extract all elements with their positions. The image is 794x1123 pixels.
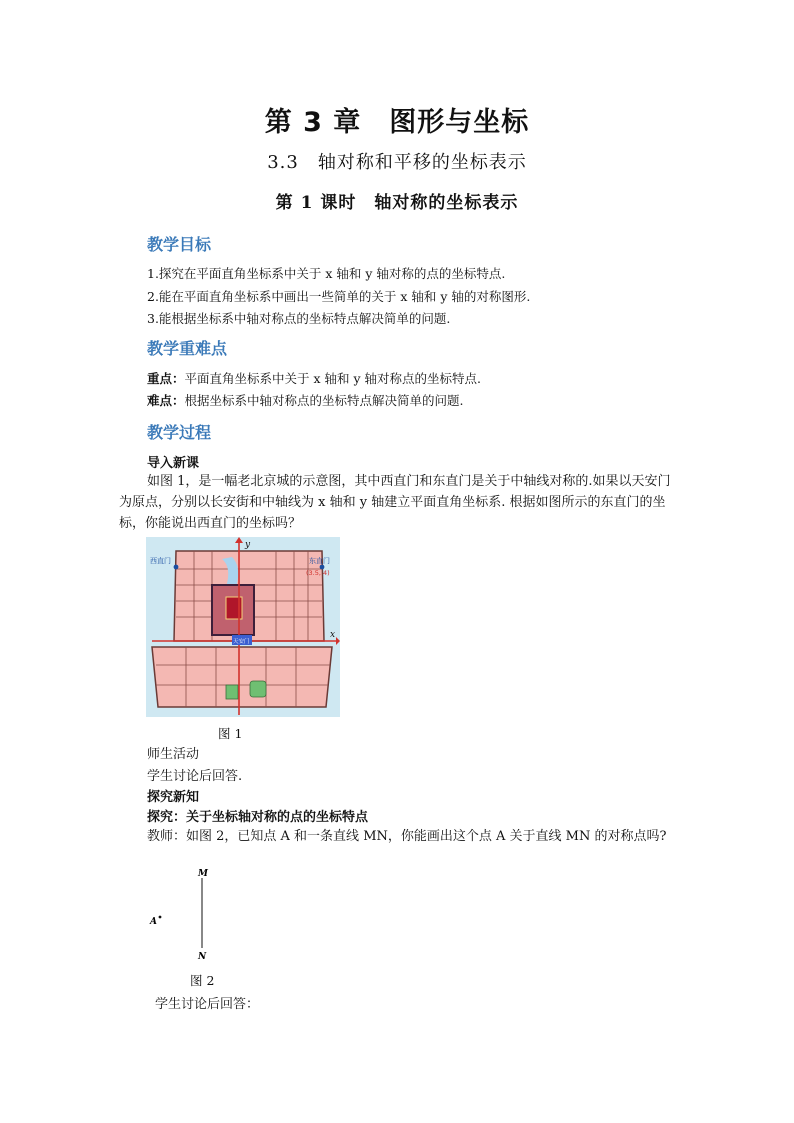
point-a-label: A: [150, 917, 157, 927]
x-axis-label: x: [330, 630, 336, 640]
difficulty-text: 根据坐标系中轴对称点的坐标特点解决简单的问题.: [184, 393, 464, 408]
goal-item-1: 1.探究在平面直角坐标系中关于 x 轴和 y 轴对称的点的坐标特点.: [147, 266, 506, 281]
y-axis-label: y: [245, 540, 251, 550]
point-n-label: N: [198, 952, 207, 962]
west-gate-label: 西直门: [150, 557, 171, 565]
student-answer-2: 学生讨论后回答：: [155, 997, 260, 1012]
explore-heading: 探究新知: [147, 790, 200, 805]
east-gate-coordinate: (3.5, 4): [306, 569, 330, 577]
activity-label: 师生活动: [147, 747, 200, 762]
tiananmen-label: 天安门: [233, 639, 250, 645]
symmetry-figure: [145, 862, 225, 967]
beijing-map-figure: [146, 537, 340, 717]
key-points-heading: 教学重难点: [147, 339, 228, 358]
key-point-label: 重点：: [147, 371, 185, 386]
chapter-title: 第 3 章 图形与坐标: [264, 107, 530, 138]
process-heading: 教学过程: [147, 423, 212, 442]
east-gate-point: [320, 565, 325, 570]
goal-item-2: 2.能在平面直角坐标系中画出一些简单的关于 x 轴和 y 轴的对称图形.: [147, 289, 531, 304]
figure2-caption: 图 2: [190, 973, 215, 988]
intro-heading: 导入新课: [147, 456, 200, 471]
explore-subheading: 探究：关于坐标轴对称的点的坐标特点: [147, 810, 369, 825]
west-gate-point: [174, 565, 179, 570]
outer-city: [152, 647, 332, 707]
east-gate-label: 东直门: [309, 557, 330, 565]
difficulty-label: 难点：: [147, 393, 185, 408]
lesson-title: 第 1 课时 轴对称的坐标表示: [275, 193, 519, 213]
key-point-text: 平面直角坐标系中关于 x 轴和 y 轴对称点的坐标特点.: [184, 371, 481, 386]
student-answer-1: 学生讨论后回答.: [147, 769, 243, 784]
section-title: 3.3 轴对称和平移的坐标表示: [267, 152, 527, 173]
point-m-label: M: [198, 869, 208, 879]
intro-paragraph: 如图 1，是一幅老北京城的示意图，其中西直门和东直门是关于中轴线对称的.如果以天安门为原点，分别以长安街和中轴线为 x 轴和 y 轴建立平面直角坐标系. 根据如图所示的东直门的坐标，你能说出西直门的坐标吗？: [119, 474, 671, 531]
point-a: [159, 916, 162, 919]
teacher-question: 教师：如图 2，已知点 A 和一条直线 MN，你能画出这个点 A 关于直线 MN 的对称点吗?: [147, 829, 667, 844]
goals-heading: 教学目标: [147, 235, 212, 254]
difficulty-line: [147, 391, 464, 409]
figure1-caption: 图 1: [218, 726, 243, 741]
park-east: [250, 681, 266, 697]
key-point-line: [147, 369, 481, 387]
goal-item-3: 3.能根据坐标系中轴对称点的坐标特点解决简单的问题.: [147, 311, 451, 326]
park-west: [226, 685, 238, 699]
